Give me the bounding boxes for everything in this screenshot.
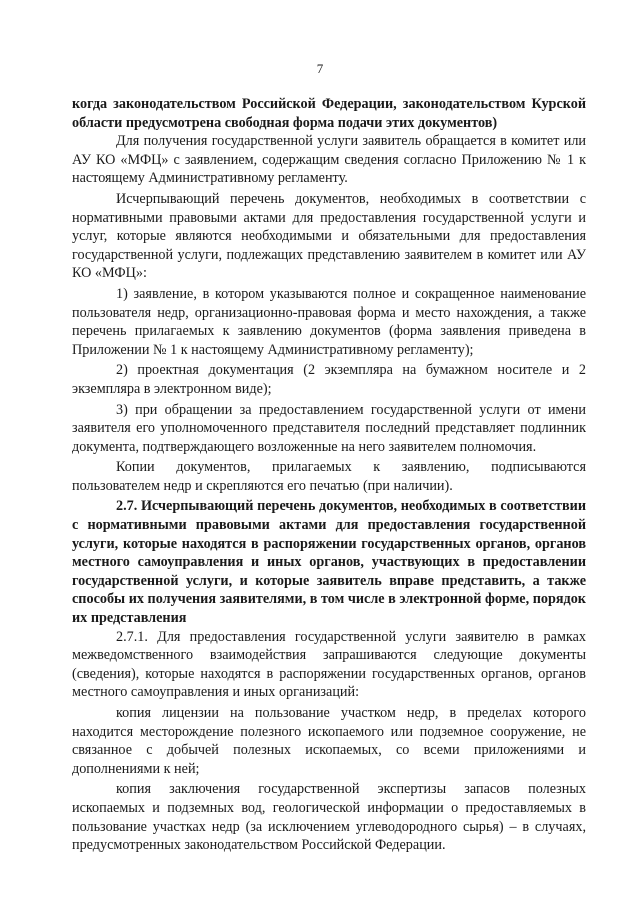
- paragraph-document-list: Исчерпывающий перечень документов, необходимых в соответствии с нормативными правовыми актами для предоставления государственной услуги и услуг, которые являются необходимыми и обязательными для предоставления государственной услуги, подлежащих представлению заявителем в комитет или АУ КО «МФЦ»:: [72, 190, 586, 282]
- list-item-expertise-copy: копия заключения государственной экспертизы запасов полезных ископаемых и подземных вод, геологической информации о предоставляемых в пользование участках недр (за исключением углеводородного сырья) – в случаях, предусмотренных законодательством Российской Федерации.: [72, 781, 586, 854]
- paragraph-application: Для получения государственной услуги заявитель обращается в комитет или АУ КО «МФЦ» с заявлением, содержащим сведения согласно Приложению № 1 к настоящему Административному регламенту.: [72, 133, 586, 187]
- section-heading-2-7: 2.7. Исчерпывающий перечень документов, необходимых в соответствии с нормативными правовыми актами для предоставления государственной услуги, которые находятся в распоряжении государственных органов, органов местного самоуправления и иных органов, участвующих в предоставлении государственной услуги, и которые заявитель вправе представить, а также способы их получения заявителями, в том числе в электронной форме, порядок их представления: [72, 498, 586, 627]
- list-item-license-copy: копия лицензии на пользование участком недр, в пределах которого находится месторождение полезного ископаемого или подземное сооружение, не связанное с добычей полезных ископаемых, со всеми приложениями и дополнениями к ней;: [72, 705, 586, 777]
- page-content: [72, 95, 586, 855]
- list-item-2: 2) проектная документация (2 экземпляра на бумажном носителе и 2 экземпляра в электронном виде);: [72, 362, 586, 397]
- page-number: 7: [316, 61, 324, 76]
- intro-bold-text: когда законодательством Российской Федерации, законодательством Курской области предусмотрена свободная форма подачи этих документов): [72, 96, 586, 131]
- paragraph-2-7-1: 2.7.1. Для предоставления государственной услуги заявителю в рамках межведомственного взаимодействия запрашиваются следующие документы (сведения), которые находятся в распоряжении государственных органов, органов местного самоуправления и иных организаций:: [72, 628, 586, 701]
- paragraph-copies: Копии документов, прилагаемых к заявлению, подписываются пользователем недр и скрепляются его печатью (при наличии).: [72, 459, 586, 494]
- list-item-3: 3) при обращении за предоставлением государственной услуги от имени заявителя его уполномоченного представителя последний представляет подлинник документа, подтверждающего возложенные на него заявителем полномочия.: [72, 401, 586, 455]
- list-item-1: 1) заявление, в котором указываются полное и сокращенное наименование пользователя недр, организационно-правовая форма и место нахождения, а также перечень прилагаемых к заявлению документов (форма заявления приведена в Приложении № 1 к настоящему Административному регламенту);: [72, 285, 586, 358]
